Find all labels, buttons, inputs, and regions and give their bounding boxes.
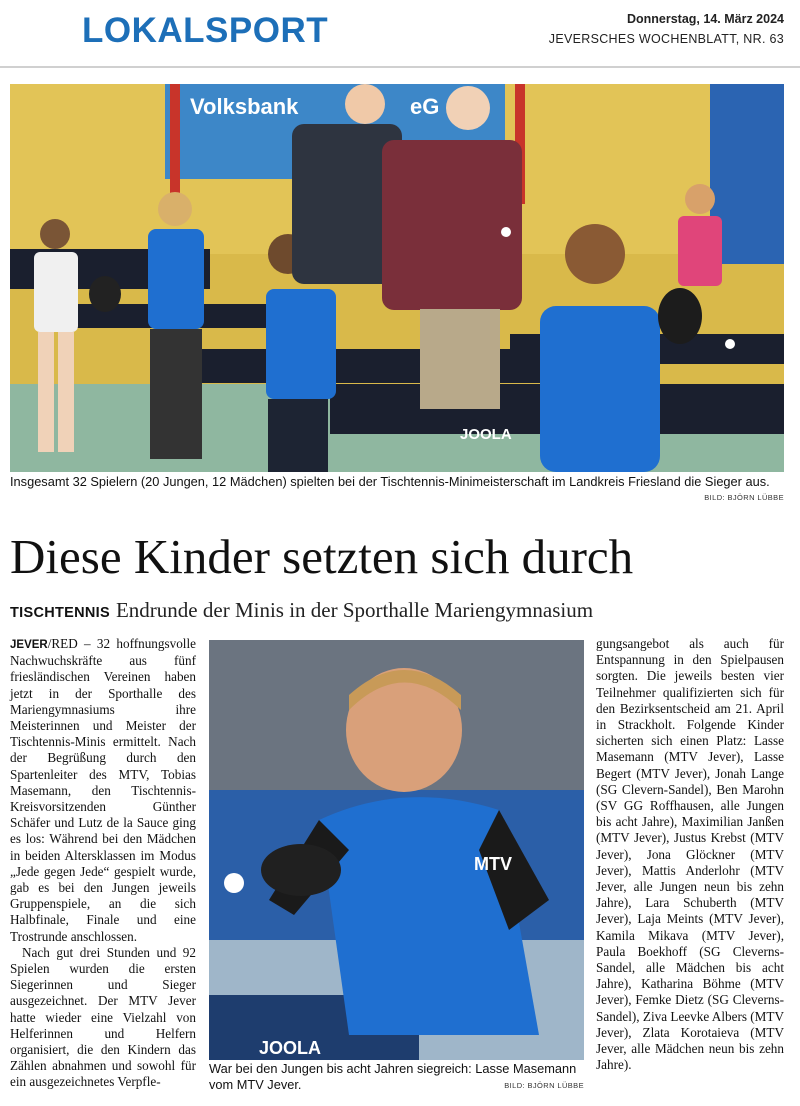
article-paragraph: gungsangebot als auch für Entspannung in den Spielpausen sorgten. Die jeweils besten vier Teilnehmer qualifizierten sich für den Bezirksentscheid am 21. April in Strackholt. Folgende Kinder sicherten sich einen Platz: Lasse Masemann (MTV Jever), Lasse Begert (MTV Jever), Jonah Lange (SG Clevern-Sandel), Ben Marohn (SV GG Roffhausen, alle Jungen bis acht Jahre), Maximilian Janßen (MTV Jever), Justus Krebst (MTV Jever), Jona Glöckner (MTV Jever), Mattis Anderlohr (MTV Jever, alle Jungen neun bis zehn Jahre), Lara Schuberth (MTV Jever), Laja Meints (MTV Jever), Kamila Mikava (MTV Jever), Paula Boekhoff (SG Cleverns-Sandel, alle Mädchen bis acht Jahre), Katharina Böhme (MTV Jever), Femke Dietz (SG Cleverns-Sandel), Ziva Leevke Albers (MTV Jever), Zlata Korotaieva (MTV Jever, alle Mädchen neun bis zehn Jahre). — [596, 636, 784, 1073]
mid-photo-caption: War bei den Jungen bis acht Jahren siegreich: Lasse Masemann vom MTV Jever. — [209, 1061, 577, 1092]
banner-text: Volksbank — [190, 94, 299, 119]
article-paragraph: Nach gut drei Stunden und 92 Spielen wurden die ersten Siegerinnen und Sieger ausgezeichnet. Der MTV Jever hatte wieder eine Vielzahl von Helferinnen und Helfern organisiert, die den Kindern das Zählen abnahmen und sowohl für ein ausgezeichnetes Verpfle- — [10, 944, 196, 1090]
article-dateline: JEVER — [10, 639, 48, 651]
header-divider — [0, 66, 800, 68]
mid-photo — [209, 640, 584, 1060]
newspaper-issue: JEVERSCHES WOCHENBLATT, NR. 63 — [548, 32, 784, 46]
article-subhead — [10, 598, 790, 623]
article-kicker: TISCHTENNIS — [10, 605, 110, 621]
article-column-1 — [10, 636, 196, 1091]
article-column-2 — [596, 636, 784, 1073]
top-photo-caption: Insgesamt 32 Spielern (20 Jungen, 12 Mädchen) spielten bei der Tischtennis-Minimeisterschaft im Landkreis Friesland die Sieger aus. — [10, 474, 770, 489]
top-photo — [10, 84, 784, 472]
article-paragraph — [10, 636, 196, 945]
top-photo-credit: BILD: BJÖRN LÜBBE — [704, 493, 784, 502]
article-paragraph-text: /RED – 32 hoffnungsvolle Nachwuchskräfte aus fünf friesländischen Vereinen haben jetzt in der Sporthalle des Mariengymnasiums ihre Meisterinnen und Meister der Tischtennis-Minis ermittelt. Nach der Begrüßung durch den Spartenleiter des MTV, Tobias Masemann, den Tischtennis-Kreisvorsitzenden Günther Schäfer und Lutz de la Sauce ging es los: Während bei den Mädchen in beiden Altersklassen im Modus „Jede gegen Jede“ gespielt wurde, gab es bei den Jungen jeweils Gruppenspiele, an die sich Halbfinale, Finale und eine Trostrunde anschlossen. — [10, 636, 196, 944]
table-brand: JOOLA — [460, 426, 512, 443]
article-subtitle: Endrunde der Minis in der Sporthalle Mariengymnasium — [115, 598, 594, 622]
article-headline: Diese Kinder setzten sich durch — [10, 529, 634, 584]
banner-text-suffix: eG — [410, 94, 440, 119]
section-title: LOKALSPORT — [82, 11, 329, 50]
jersey-text: MTV — [474, 854, 512, 874]
mid-photo-credit: BILD: BJÖRN LÜBBE — [504, 1081, 584, 1090]
page-header — [0, 0, 800, 66]
issue-date: Donnerstag, 14. März 2024 — [626, 12, 784, 26]
table-brand: JOOLA — [259, 1038, 322, 1058]
